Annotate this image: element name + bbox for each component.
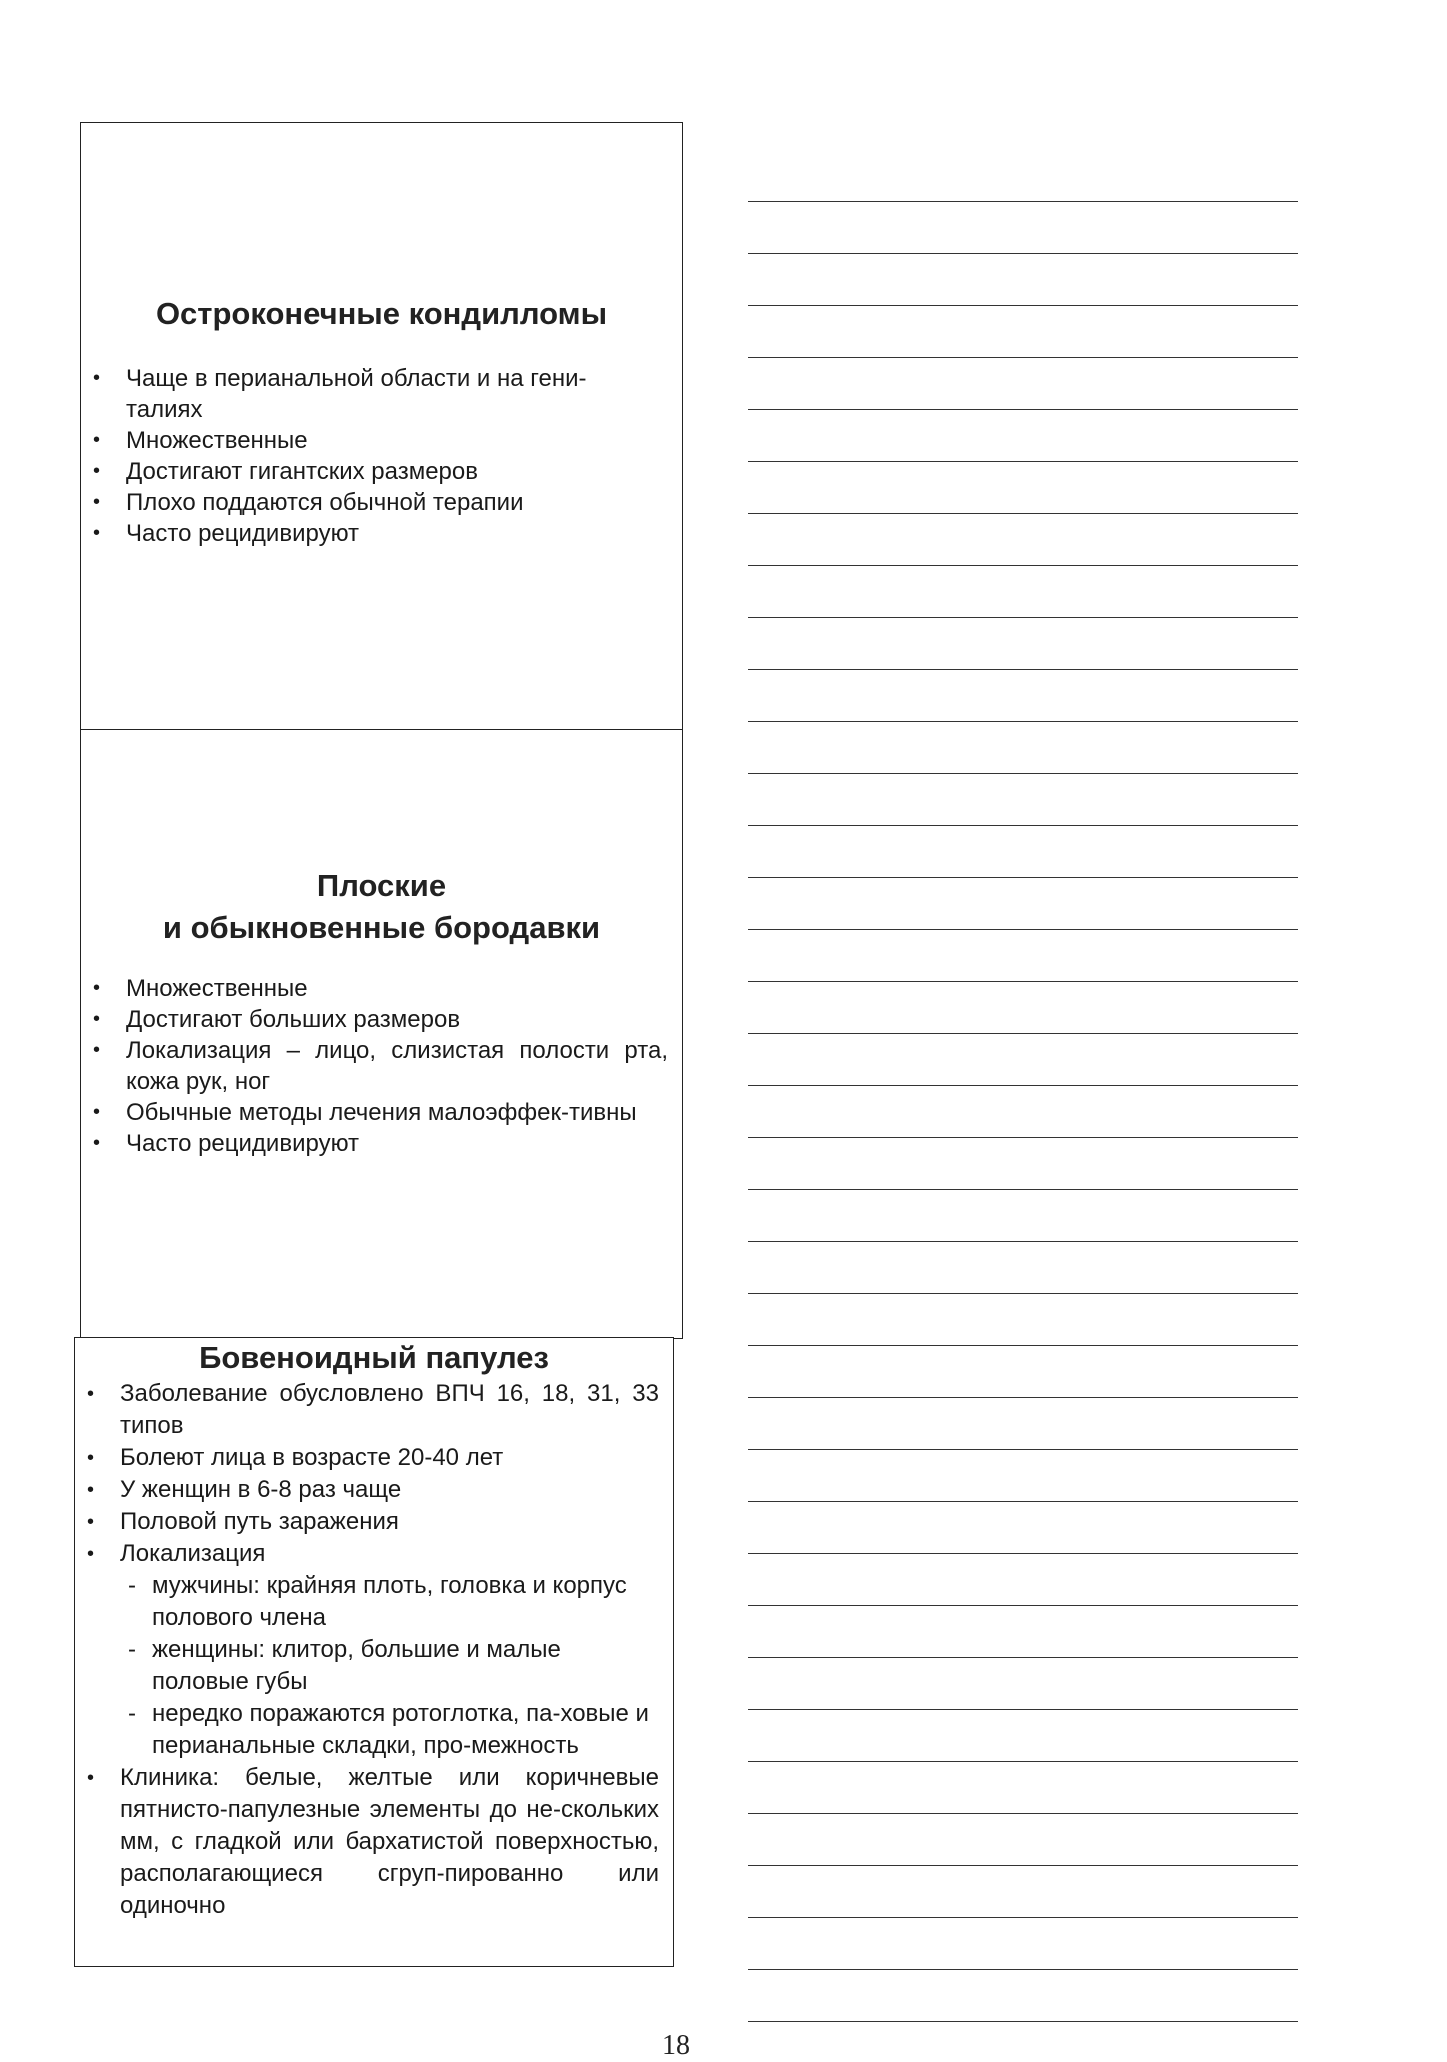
- slide-title: Остроконечные кондилломы: [155, 296, 608, 331]
- note-line: [748, 1294, 1298, 1346]
- note-line: [748, 1398, 1298, 1450]
- note-line: [748, 1346, 1298, 1398]
- note-line: [748, 1138, 1298, 1190]
- sub-list: [120, 1570, 659, 1762]
- bullet-list: [81, 363, 682, 549]
- note-line: [748, 1606, 1298, 1658]
- slides-column: [80, 122, 683, 1967]
- note-line: [748, 1502, 1298, 1554]
- slide-bowenoid-papulosis: [74, 1337, 674, 1967]
- note-line: [748, 722, 1298, 774]
- list-item: • Достигают больших размеров: [81, 1004, 682, 1035]
- note-line: [748, 1658, 1298, 1710]
- note-line: [748, 982, 1298, 1034]
- note-line: [748, 410, 1298, 462]
- list-item: [75, 1538, 673, 1762]
- slide-flat-warts: [80, 729, 683, 1339]
- slide-title-line: Плоские: [316, 867, 447, 903]
- note-line: [748, 1814, 1298, 1866]
- note-line: [748, 1970, 1298, 2022]
- note-line: [748, 1710, 1298, 1762]
- note-line: [748, 878, 1298, 930]
- note-line: [748, 930, 1298, 982]
- bullet-list: [75, 1378, 673, 1922]
- list-item: • У женщин в 6-8 раз чаще: [75, 1474, 673, 1506]
- slide-title: [81, 730, 682, 949]
- note-line: [748, 670, 1298, 722]
- note-line: [748, 774, 1298, 826]
- slide-genital-warts: [80, 122, 683, 730]
- note-line: [748, 358, 1298, 410]
- slide-title-line: и обыкновенные бородавки: [162, 909, 601, 945]
- note-lines: [748, 150, 1298, 2022]
- note-line: [748, 618, 1298, 670]
- note-line: [748, 1242, 1298, 1294]
- sub-list-item: - мужчины: крайняя плоть, головка и корпус полового члена: [120, 1570, 659, 1634]
- note-line: [748, 306, 1298, 358]
- note-line: [748, 514, 1298, 566]
- list-item: • Клиника: белые, желтые или коричневые пятнисто-папулезные элементы до не-скольких мм, с гладкой или бархатистой поверхностью, располагающиеся сгруп-пированно или одиночно: [75, 1762, 673, 1922]
- list-item: • Заболевание обусловлено ВПЧ 16, 18, 31, 33 типов: [75, 1378, 673, 1442]
- list-item: • Локализация – лицо, слизистая полости рта, кожа рук, ног: [81, 1035, 682, 1097]
- note-line: [748, 202, 1298, 254]
- note-line: [748, 1086, 1298, 1138]
- note-line: [748, 1034, 1298, 1086]
- note-line: [748, 462, 1298, 514]
- note-line: [748, 1450, 1298, 1502]
- list-item: • Плохо поддаются обычной терапии: [81, 487, 682, 518]
- note-line: [748, 254, 1298, 306]
- list-item: • Множественные: [81, 425, 682, 456]
- sub-list-item: - нередко поражаются ротоглотка, па-ховые и перианальные складки, про-межность: [120, 1698, 659, 1762]
- list-item: • Болеют лица в возрасте 20-40 лет: [75, 1442, 673, 1474]
- slide-title: Бовеноидный папулез: [199, 1340, 549, 1375]
- note-line: [748, 1190, 1298, 1242]
- note-line: [748, 1554, 1298, 1606]
- list-item: • Обычные методы лечения малоэффек-тивны: [81, 1097, 682, 1128]
- list-item: • Часто рецидивируют: [81, 518, 682, 549]
- note-line: [748, 1918, 1298, 1970]
- bullet-list: [81, 973, 682, 1159]
- note-line: [748, 826, 1298, 878]
- page-number: 18: [662, 2030, 690, 2061]
- note-line: [748, 1762, 1298, 1814]
- note-line: [748, 150, 1298, 202]
- note-line: [748, 566, 1298, 618]
- note-line: [748, 1866, 1298, 1918]
- list-item-label: Локализация: [120, 1540, 266, 1567]
- list-item: • Половой путь заражения: [75, 1506, 673, 1538]
- list-item: • Множественные: [81, 973, 682, 1004]
- sub-list-item: - женщины: клитор, большие и малые половые губы: [120, 1634, 659, 1698]
- list-item: • Часто рецидивируют: [81, 1128, 682, 1159]
- list-item: • Чаще в перианальной области и на гени- талиях: [81, 363, 682, 425]
- list-item: • Достигают гигантских размеров: [81, 456, 682, 487]
